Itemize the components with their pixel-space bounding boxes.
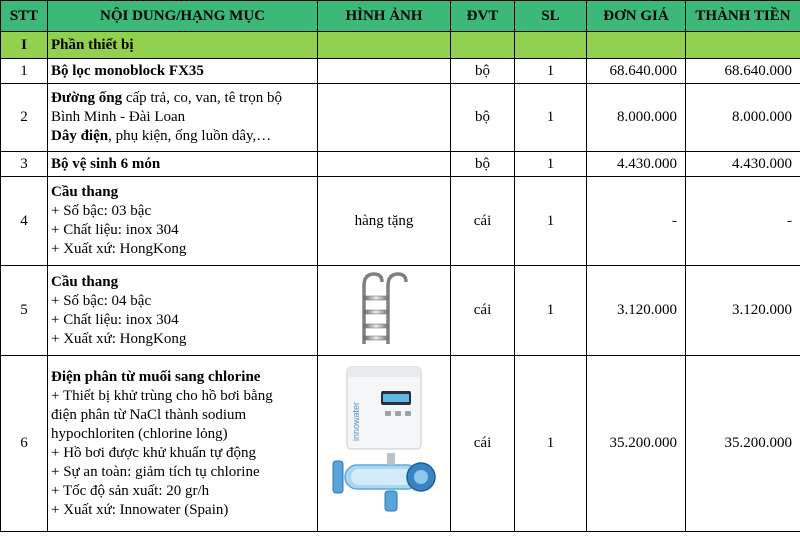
content-line: + Số bậc: 03 bậc bbox=[51, 203, 152, 219]
content-line: + Chất liệu: inox 304 bbox=[51, 222, 179, 238]
header-qty: SL bbox=[515, 1, 587, 32]
row-stt: 5 bbox=[1, 266, 48, 356]
row-unit: bộ bbox=[451, 59, 515, 84]
row-title: Cầu thang bbox=[51, 273, 119, 290]
row-title: Bộ vệ sinh 6 món bbox=[48, 152, 318, 177]
header-total: THÀNH TIỀN bbox=[686, 1, 800, 32]
row-qty: 1 bbox=[515, 356, 587, 532]
row-unit: cái bbox=[451, 177, 515, 266]
row-qty: 1 bbox=[515, 266, 587, 356]
row-content bbox=[48, 177, 318, 266]
table-row bbox=[1, 177, 800, 266]
content-line: + Số bậc: 04 bậc bbox=[51, 292, 152, 309]
content-line: + Thiết bị khử trùng cho hồ bơi bằng bbox=[51, 387, 273, 404]
row-total: 3.120.000 bbox=[686, 266, 800, 356]
image-note: hàng tặng bbox=[318, 177, 451, 266]
content-line: + Xuất xứ: HongKong bbox=[51, 330, 187, 347]
row-price: 68.640.000 bbox=[587, 59, 686, 84]
row-unit: bộ bbox=[451, 84, 515, 152]
row-total: 8.000.000 bbox=[686, 84, 800, 152]
row-title: Cầu thang bbox=[51, 184, 119, 200]
section-row bbox=[1, 32, 800, 59]
header-unit: ĐVT bbox=[451, 1, 515, 32]
header-row bbox=[1, 1, 800, 32]
row-stt: 3 bbox=[1, 152, 48, 177]
row-stt: 6 bbox=[1, 356, 48, 532]
row-stt: 1 bbox=[1, 59, 48, 84]
row-content bbox=[48, 266, 318, 356]
row-total: 4.430.000 bbox=[686, 152, 800, 177]
header-image: HÌNH ẢNH bbox=[318, 1, 451, 32]
content-line: điện phân từ NaCl thành sodium bbox=[51, 406, 247, 423]
row-price: 8.000.000 bbox=[587, 84, 686, 152]
row-total: 68.640.000 bbox=[686, 59, 800, 84]
row-title: Điện phân từ muối sang chlorine bbox=[51, 368, 261, 385]
chlorinator-image bbox=[325, 361, 443, 521]
row-unit: cái bbox=[451, 356, 515, 532]
table-row bbox=[1, 84, 800, 152]
section-title: Phần thiết bị bbox=[48, 32, 318, 59]
ladder-image bbox=[354, 270, 414, 346]
content-line: hypochloriten (chlorine lỏng) bbox=[51, 425, 228, 442]
content-line: + Hồ bơi được khử khuẩn tự động bbox=[51, 444, 256, 461]
content-line: + Xuất xứ: HongKong bbox=[51, 241, 187, 257]
table-row bbox=[1, 356, 800, 532]
header-price: ĐƠN GIÁ bbox=[587, 1, 686, 32]
row-stt: 4 bbox=[1, 177, 48, 266]
row-qty: 1 bbox=[515, 84, 587, 152]
row-unit: cái bbox=[451, 266, 515, 356]
content-line: Bình Minh - Đài Loan bbox=[51, 109, 186, 125]
row-title: Bộ lọc monoblock FX35 bbox=[48, 59, 318, 84]
row-content bbox=[48, 84, 318, 152]
row-total: - bbox=[686, 177, 800, 266]
row-qty: 1 bbox=[515, 177, 587, 266]
row-qty: 1 bbox=[515, 152, 587, 177]
row-price: - bbox=[587, 177, 686, 266]
content-line: + Tốc độ sản xuất: 20 gr/h bbox=[51, 482, 210, 499]
row-price: 4.430.000 bbox=[587, 152, 686, 177]
content-line: Dây điện, phụ kiện, ống luồn dây,… bbox=[51, 128, 272, 144]
row-stt: 2 bbox=[1, 84, 48, 152]
content-line: + Chất liệu: inox 304 bbox=[51, 311, 179, 328]
table-row bbox=[1, 152, 800, 177]
row-unit: bộ bbox=[451, 152, 515, 177]
row-content bbox=[48, 356, 318, 532]
header-stt: STT bbox=[1, 1, 48, 32]
table-row bbox=[1, 59, 800, 84]
content-line: + Xuất xứ: Innowater (Spain) bbox=[51, 501, 229, 518]
row-price: 3.120.000 bbox=[587, 266, 686, 356]
content-line: + Sự an toàn: giảm tích tụ chlorine bbox=[51, 463, 260, 480]
table-row bbox=[1, 266, 800, 356]
row-price: 35.200.000 bbox=[587, 356, 686, 532]
header-content: NỘI DUNG/HẠNG MỤC bbox=[48, 1, 318, 32]
row-qty: 1 bbox=[515, 59, 587, 84]
section-stt: I bbox=[1, 32, 48, 59]
content-line: Đường ống cấp trả, co, van, tê trọn bộ bbox=[51, 90, 283, 106]
device-brand: innowater bbox=[351, 401, 361, 441]
row-total: 35.200.000 bbox=[686, 356, 800, 532]
